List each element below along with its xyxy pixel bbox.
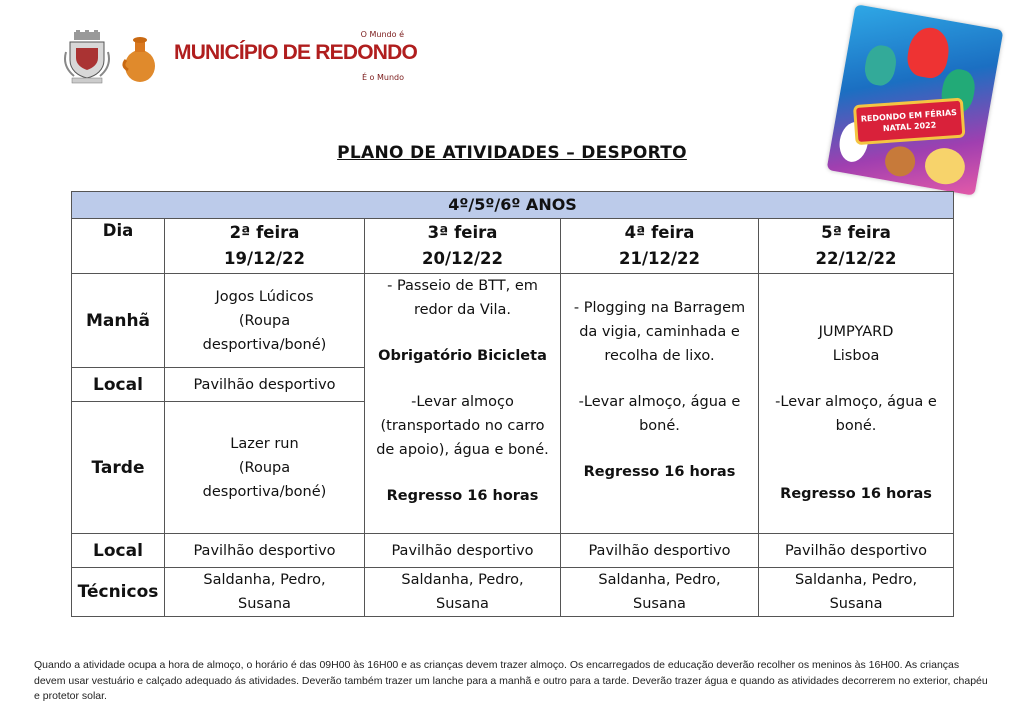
cell-mon-tarde (165, 402, 365, 534)
cell-line: Saldanha, Pedro, (401, 572, 524, 588)
cell-line: Jogos Lúdicos (215, 288, 314, 305)
poster-sign (853, 98, 966, 146)
row-label-tarde: Tarde (72, 402, 165, 534)
day-date: 19/12/22 (224, 249, 305, 268)
cell-line: (transportado no carro (380, 418, 545, 434)
brand-logo (174, 30, 418, 86)
cell-bold-line: Regresso 16 horas (583, 464, 736, 480)
cell-line: Saldanha, Pedro, (794, 572, 918, 588)
grade-band: 4º/5º/6º ANOS (72, 192, 954, 219)
col-day-4 (759, 219, 954, 274)
cell-wed-activities (561, 274, 759, 534)
row-label-tecnicos: Técnicos (72, 568, 165, 617)
cell-line: recolha de lixo. (604, 348, 715, 364)
row-label-local: Local (72, 368, 165, 402)
cell-tecnicos (365, 568, 561, 617)
cell-line: da vigia, caminhada e (579, 324, 740, 340)
poster-line1: REDONDO EM FÉRIAS (860, 107, 958, 124)
day-name: 2ª feira (229, 223, 300, 242)
day-name: 4ª feira (624, 223, 695, 242)
row-label-manha: Manhã (72, 274, 165, 368)
brand-tagline-bottom: É o Mundo (361, 73, 404, 82)
cell-line: Lisboa (832, 348, 880, 364)
cell-bold-line: Regresso 16 horas (386, 488, 539, 504)
cell-tecnicos (165, 568, 365, 617)
day-name: 5ª feira (821, 223, 891, 242)
cell-line: desportiva/boné) (202, 336, 327, 353)
cell-line: de apoio), água e boné. (376, 442, 549, 458)
cell-local: Pavilhão desportivo (759, 534, 954, 568)
day-name: 3ª feira (427, 223, 498, 242)
cell-line: Susana (829, 596, 883, 612)
cell-line: Susana (238, 596, 291, 612)
activity-schedule-table (71, 191, 954, 617)
cell-line: boné. (835, 418, 877, 434)
cell-local: Pavilhão desportivo (561, 534, 759, 568)
cell-tue-activities (365, 274, 561, 534)
row-label-local: Local (72, 534, 165, 568)
cell-line: Susana (436, 596, 489, 612)
cell-line: Saldanha, Pedro, (598, 572, 721, 588)
cell-tecnicos (759, 568, 954, 617)
cell-line: redor da Vila. (413, 302, 512, 318)
row-local-afternoon (72, 534, 954, 568)
cell-line: -Levar almoço, água e (578, 394, 741, 410)
row-tecnicos (72, 568, 954, 617)
day-date: 22/12/22 (815, 249, 897, 268)
poster-line2: NATAL 2022 (882, 120, 937, 134)
cell-line: (Roupa (238, 459, 291, 476)
cell-bold-line: Obrigatório Bicicleta (378, 348, 547, 364)
cell-line: (Roupa (238, 312, 291, 329)
brand-tagline-top: O Mundo é (360, 30, 404, 39)
day-date: 20/12/22 (422, 249, 503, 268)
cell-local: Pavilhão desportivo (165, 534, 365, 568)
clay-jar-logo (122, 34, 158, 84)
grade-band-row (72, 192, 954, 219)
day-date: 21/12/22 (619, 249, 700, 268)
col-day-2 (365, 219, 561, 274)
cell-line: - Plogging na Barragem (573, 300, 746, 316)
cell-tecnicos (561, 568, 759, 617)
brand-name: MUNICÍPIO DE REDONDO (174, 41, 418, 64)
col-dia: Dia (72, 219, 165, 274)
page-title: PLANO DE ATIVIDADES – DESPORTO (337, 143, 687, 163)
cell-thu-activities (759, 274, 954, 534)
footnote: Quando a atividade ocupa a hora de almoço, o horário é das 09H00 às 16H00 e as crianças devem trazer almoço. Os encarregados de educação deverão recolher os meninos às 16H00. As crianças devem usar vestuário e calçado adequado ás atividades. Deverão também trazer um lanche para a manhã e outro para a tarde. Deverão trazer água e quando as atividades decorrerem no exterior, chapéu e protetor solar. (34, 659, 988, 702)
cell-local: Pavilhão desportivo (365, 534, 561, 568)
col-day-1 (165, 219, 365, 274)
col-day-3 (561, 219, 759, 274)
cell-mon-local: Pavilhão desportivo (165, 368, 365, 402)
cell-line: desportiva/boné) (202, 483, 327, 500)
row-manha (72, 274, 954, 368)
municipal-crest-logo (62, 30, 112, 84)
cell-line: - Passeio de BTT, em (387, 278, 538, 294)
cell-bold-line: Regresso 16 horas (780, 486, 932, 502)
cell-mon-manha (165, 274, 365, 368)
cell-line: boné. (639, 418, 680, 434)
christmas-poster-image (827, 4, 1004, 195)
cell-line: -Levar almoço (411, 394, 514, 410)
cell-line: Susana (633, 596, 686, 612)
cell-line: Lazer run (230, 435, 299, 452)
cell-line: Saldanha, Pedro, (203, 572, 326, 588)
header-row (72, 219, 954, 274)
cell-line: JUMPYARD (818, 324, 894, 340)
cell-line: -Levar almoço, água e (775, 394, 937, 410)
